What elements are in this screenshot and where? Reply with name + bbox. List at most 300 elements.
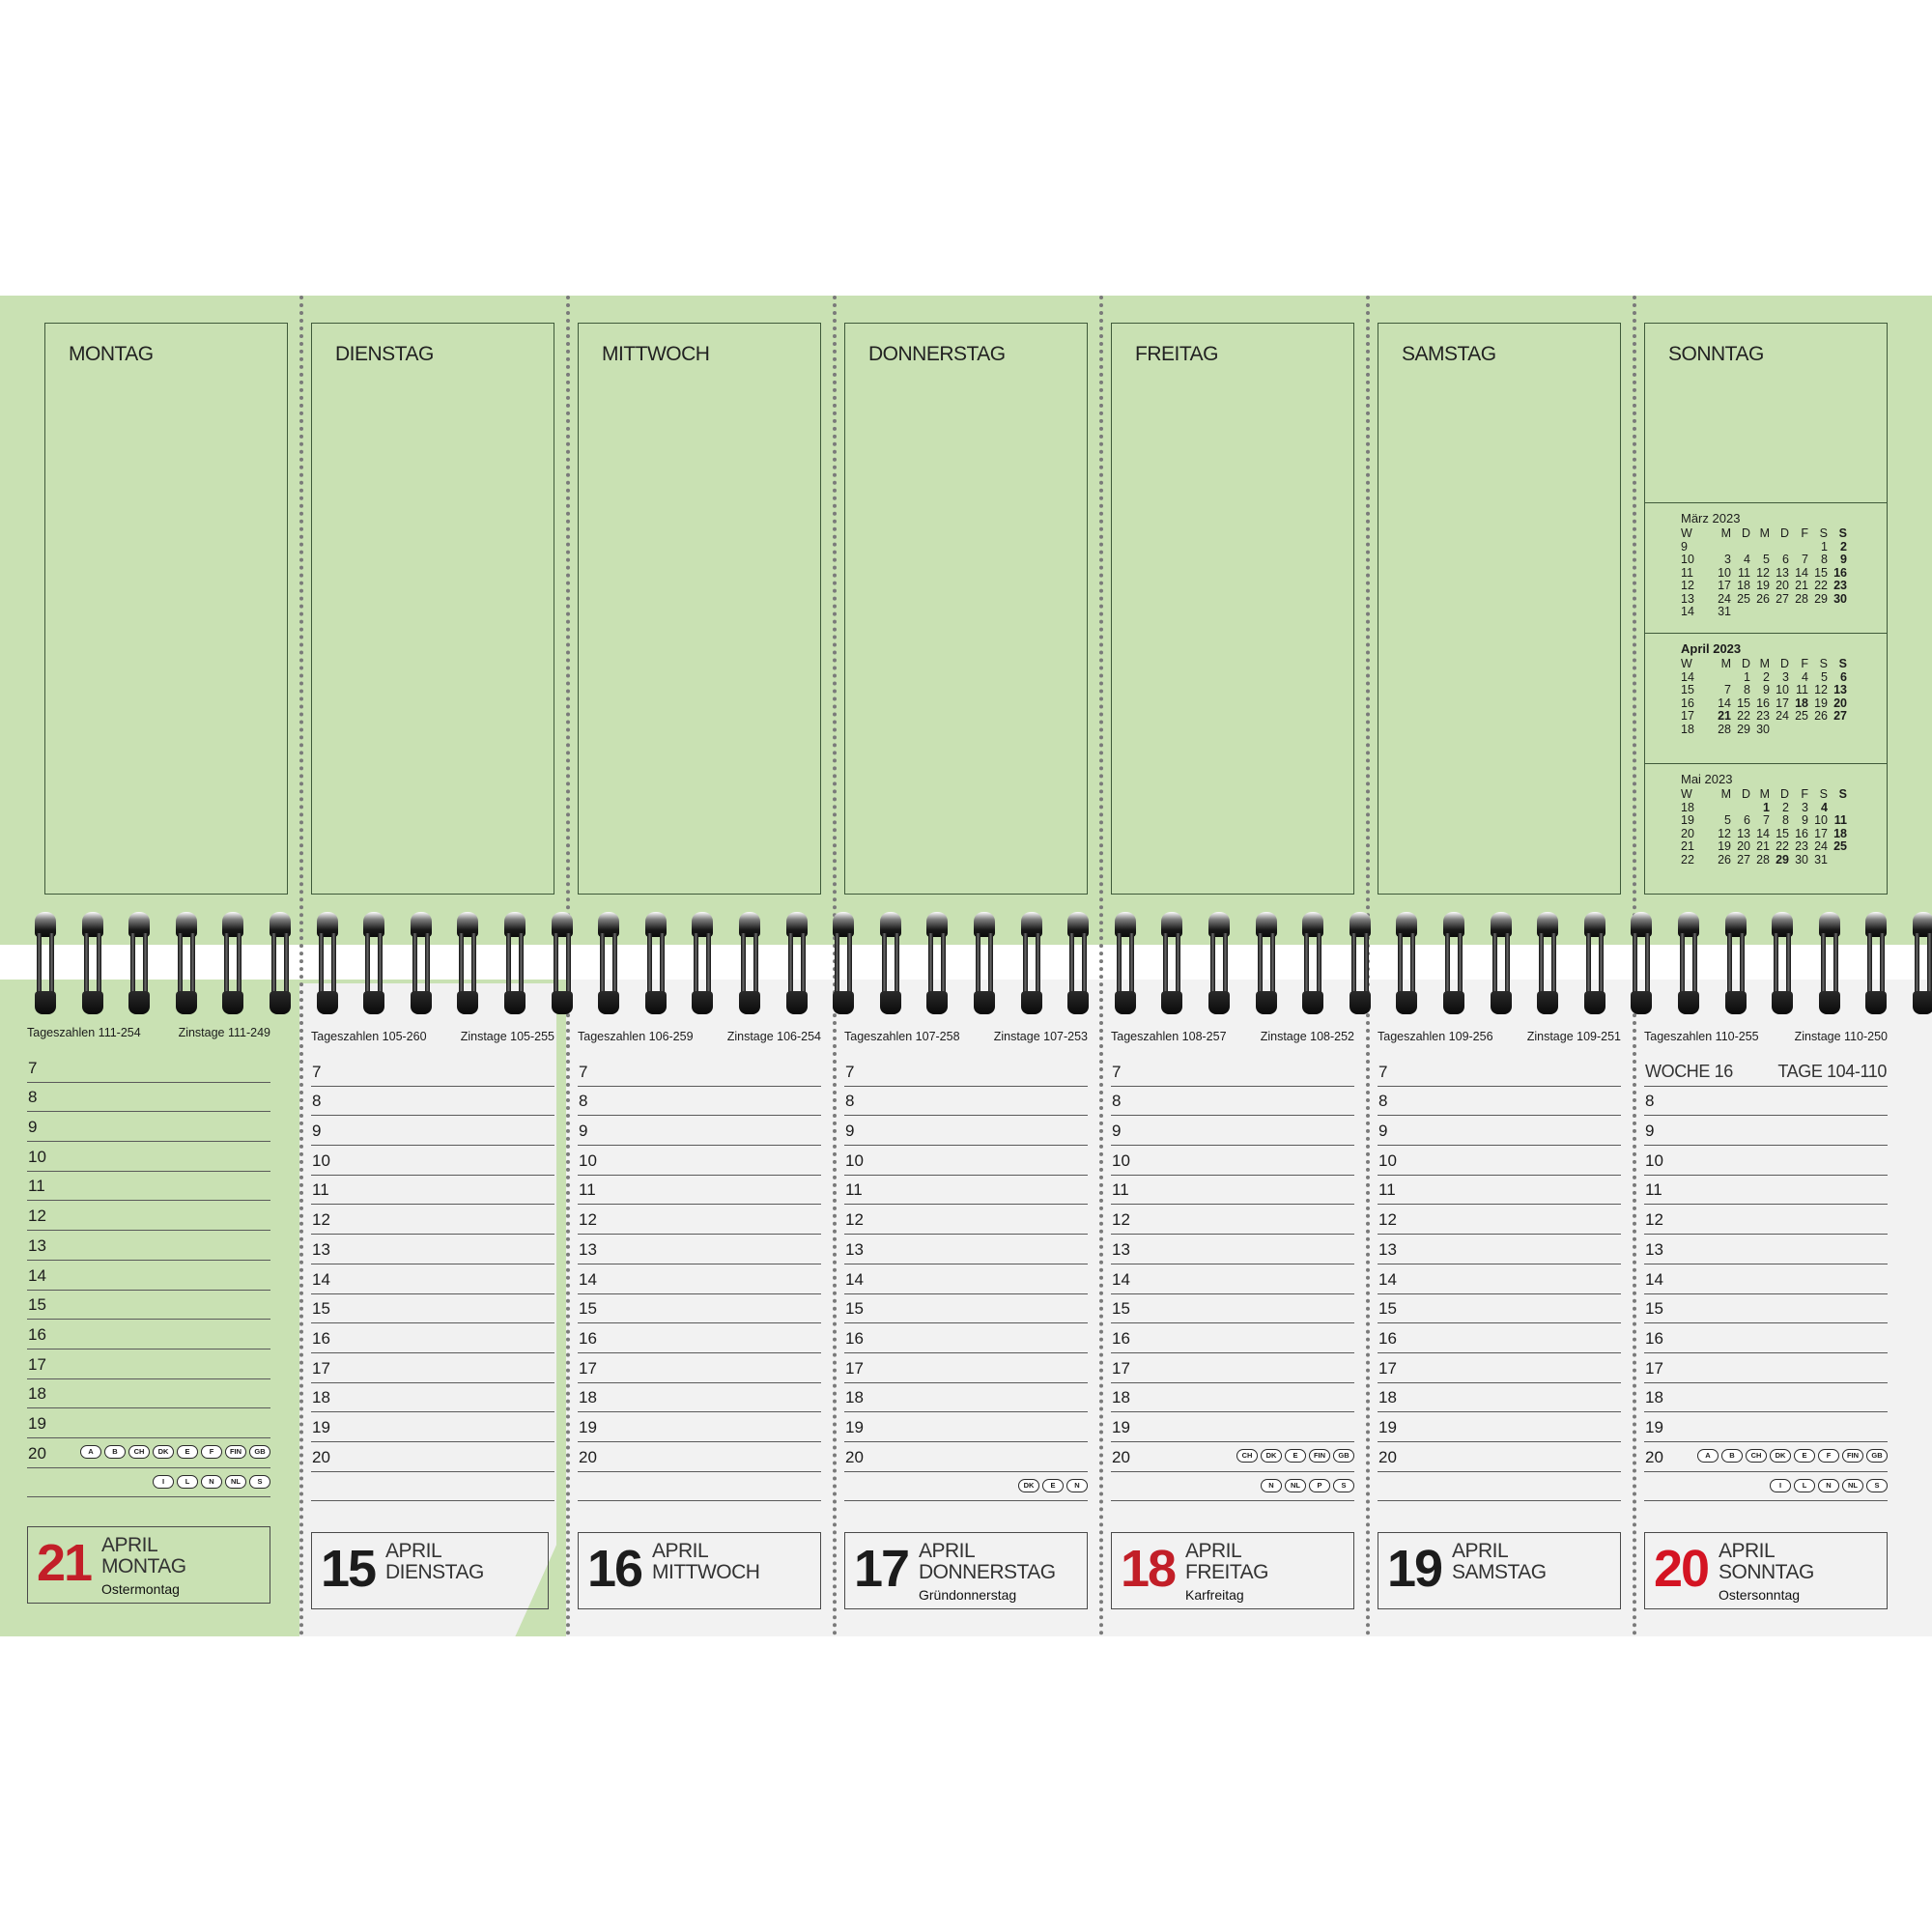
mini-calendar-grid <box>1681 527 1888 619</box>
mini-calendar-header-cell: F <box>1801 526 1808 540</box>
ring-wire <box>1505 933 1510 995</box>
mini-calendar-day: 4 <box>1821 800 1828 814</box>
hour-line[interactable] <box>844 1294 1088 1324</box>
hour-line[interactable] <box>27 1408 270 1438</box>
mini-calendar-day: 21 <box>1718 709 1731 723</box>
mini-calendar-day: 19 <box>1756 579 1770 592</box>
hour-line[interactable] <box>1644 1116 1888 1146</box>
spiral-binding-ring <box>833 912 854 1020</box>
hour-label: 10 <box>1378 1151 1397 1170</box>
mini-calendar-day: 16 <box>1795 826 1808 840</box>
mini-calendar-week-number: 18 <box>1681 800 1694 814</box>
ring-wire <box>976 933 980 995</box>
ring-wire <box>1727 933 1732 995</box>
ring-wire <box>694 933 698 995</box>
spiral-binding-ring <box>598 912 619 1020</box>
mini-calendar-header-cell: D <box>1779 787 1789 801</box>
weekday-label: MONTAG <box>69 343 154 365</box>
mini-calendar-day: 5 <box>1763 553 1770 566</box>
hour-line[interactable] <box>844 1323 1088 1353</box>
mini-calendar-day: 24 <box>1776 709 1789 723</box>
spiral-binding-ring <box>82 912 103 1020</box>
mini-calendar-day: 4 <box>1802 669 1808 684</box>
mini-calendar-day: 10 <box>1814 813 1828 827</box>
zinstage-label: Zinstage 109-251 <box>1526 1030 1621 1043</box>
hour-line[interactable] <box>844 1146 1088 1176</box>
hour-line[interactable] <box>578 1264 821 1294</box>
hour-line[interactable] <box>844 1206 1088 1236</box>
weekday-notes-box[interactable] <box>1111 323 1354 895</box>
country-code-badge: GB <box>1333 1449 1354 1463</box>
hour-line[interactable] <box>1644 1294 1888 1324</box>
hour-label: 13 <box>1112 1239 1130 1259</box>
month-name: APRIL <box>101 1534 158 1556</box>
hour-line[interactable] <box>311 1235 554 1264</box>
mini-calendar-day: 26 <box>1756 591 1770 606</box>
hour-label: 13 <box>579 1239 597 1259</box>
hour-line[interactable] <box>1111 1206 1354 1236</box>
hour-line[interactable] <box>1378 1442 1621 1472</box>
hour-line[interactable] <box>1378 1323 1621 1353</box>
date-box <box>578 1532 821 1609</box>
ring-wire <box>895 933 899 995</box>
hour-line[interactable] <box>1378 1087 1621 1117</box>
hour-line[interactable] <box>1111 1087 1354 1117</box>
mini-calendar-day: 3 <box>1782 669 1789 684</box>
ring-wire <box>788 933 793 995</box>
hour-label: 20 <box>1645 1447 1663 1466</box>
hour-line[interactable] <box>578 1146 821 1176</box>
hour-label: 18 <box>579 1388 597 1407</box>
ring-wire <box>1680 933 1685 995</box>
hour-line[interactable] <box>311 1057 554 1087</box>
ring-bottom <box>1396 991 1417 1014</box>
hour-line[interactable] <box>1378 1353 1621 1383</box>
spiral-binding-ring <box>926 912 948 1020</box>
hour-line[interactable] <box>1111 1235 1354 1264</box>
hour-line[interactable] <box>844 1442 1088 1472</box>
hour-line[interactable] <box>1378 1294 1621 1324</box>
ring-bottom <box>128 991 150 1014</box>
hour-line[interactable] <box>27 1320 270 1350</box>
hour-label: 18 <box>1112 1388 1130 1407</box>
hour-line[interactable] <box>1378 1206 1621 1236</box>
hour-line[interactable] <box>27 1350 270 1379</box>
month-name: APRIL <box>919 1540 976 1562</box>
mini-calendar-title: März 2023 <box>1681 511 1741 526</box>
hour-line[interactable] <box>1644 1383 1888 1413</box>
spiral-binding-ring <box>1021 912 1042 1020</box>
ring-wire <box>835 933 839 995</box>
hour-line[interactable] <box>1111 1116 1354 1146</box>
ring-bottom <box>1350 991 1371 1014</box>
hour-line[interactable] <box>1644 1206 1888 1236</box>
ring-wire <box>1774 933 1778 995</box>
hour-line[interactable] <box>1644 1353 1888 1383</box>
hour-line[interactable] <box>311 1206 554 1236</box>
mini-calendar-header-cell: D <box>1741 657 1750 670</box>
hour-label: 16 <box>579 1328 597 1348</box>
hour-label: 16 <box>1645 1328 1663 1348</box>
holiday-name: Ostermontag <box>101 1581 180 1597</box>
hour-label: 7 <box>1378 1062 1388 1081</box>
hour-line[interactable] <box>27 1142 270 1172</box>
spiral-binding-ring <box>1443 912 1464 1020</box>
hour-line[interactable] <box>1111 1353 1354 1383</box>
ring-bottom <box>270 991 291 1014</box>
country-code-badge: S <box>249 1475 270 1489</box>
mini-calendar-week-number: 16 <box>1681 696 1694 710</box>
zinstage-label: Zinstage 111-249 <box>178 1026 270 1039</box>
hour-label: 20 <box>845 1447 864 1466</box>
mini-calendar-day: 26 <box>1814 709 1828 723</box>
mini-calendar-day: 26 <box>1718 852 1731 867</box>
hour-label: 10 <box>1112 1151 1130 1170</box>
country-code-badge: B <box>104 1445 126 1459</box>
ring-wire <box>319 933 324 995</box>
mini-calendar-day: 12 <box>1814 683 1828 696</box>
mini-calendar-day <box>1770 724 1789 737</box>
mini-calendar-header-cell: D <box>1779 526 1789 540</box>
hour-line[interactable] <box>1644 1323 1888 1353</box>
ring-wire <box>284 933 289 995</box>
hour-line[interactable] <box>27 1172 270 1202</box>
hour-label: 14 <box>28 1265 46 1285</box>
notes-line[interactable] <box>578 1472 821 1502</box>
ring-wire <box>97 933 101 995</box>
hour-label: 7 <box>312 1062 322 1081</box>
mini-calendar-day: 17 <box>1776 696 1789 710</box>
hour-line[interactable] <box>27 1053 270 1083</box>
hour-line[interactable] <box>311 1383 554 1413</box>
day-number: 20 <box>1654 1540 1709 1598</box>
notes-line[interactable] <box>311 1472 554 1502</box>
hour-label: 15 <box>845 1299 864 1319</box>
zinstage-label: Zinstage 106-254 <box>726 1030 821 1043</box>
mini-calendar-week-number: 14 <box>1681 605 1694 618</box>
day-page-5 <box>1378 1030 1621 1598</box>
country-code-badge: P <box>1309 1479 1330 1492</box>
mini-calendar-day: 11 <box>1796 683 1808 696</box>
hour-line[interactable] <box>844 1383 1088 1413</box>
hour-line[interactable] <box>1111 1294 1354 1324</box>
day-page-4 <box>1111 1030 1354 1603</box>
spiral-binding-ring <box>692 912 713 1020</box>
mini-calendar-day: 21 <box>1795 579 1808 592</box>
hour-line[interactable] <box>578 1412 821 1442</box>
hour-line[interactable] <box>844 1264 1088 1294</box>
hour-line[interactable] <box>311 1176 554 1206</box>
day-count-row <box>844 1030 1088 1049</box>
hour-line[interactable] <box>1111 1057 1354 1087</box>
mini-calendar-week-number: 17 <box>1681 709 1694 723</box>
hour-line[interactable] <box>578 1383 821 1413</box>
ring-wire <box>1117 933 1122 995</box>
tageszahlen-label: Tageszahlen 107-258 <box>844 1030 960 1043</box>
weekday-notes-box[interactable] <box>578 323 821 895</box>
hour-line[interactable] <box>27 1379 270 1409</box>
hour-line[interactable] <box>1378 1412 1621 1442</box>
hour-line[interactable] <box>1378 1146 1621 1176</box>
hour-line[interactable] <box>578 1235 821 1264</box>
country-code-badge: NL <box>1842 1479 1863 1492</box>
spiral-binding-ring <box>317 912 338 1020</box>
weekday-notes-box[interactable] <box>311 323 554 895</box>
hour-line[interactable] <box>1111 1323 1354 1353</box>
mini-calendar-title: Mai 2023 <box>1681 772 1733 786</box>
hour-line[interactable] <box>1378 1235 1621 1264</box>
weekday-notes-box[interactable] <box>44 323 288 895</box>
ring-wire <box>1867 933 1872 995</box>
hour-label: 12 <box>28 1207 46 1226</box>
spiral-binding-ring <box>739 912 760 1020</box>
hour-line[interactable] <box>578 1442 821 1472</box>
ring-wire <box>1915 933 1919 995</box>
hour-line[interactable] <box>844 1353 1088 1383</box>
hour-line[interactable] <box>27 1202 270 1232</box>
spiral-binding-ring <box>457 912 478 1020</box>
mini-calendar-day: 22 <box>1737 709 1750 723</box>
hour-line[interactable] <box>844 1235 1088 1264</box>
ring-wire <box>660 933 665 995</box>
spiral-binding-ring <box>1491 912 1512 1020</box>
ring-wire <box>600 933 605 995</box>
mini-calendar-day: 1 <box>1821 539 1828 554</box>
ring-bottom <box>222 991 243 1014</box>
country-code-badge: A <box>1697 1449 1719 1463</box>
day-count-row <box>1644 1030 1888 1049</box>
hour-label: 11 <box>312 1180 329 1200</box>
week-number: WOCHE 16 <box>1645 1061 1733 1081</box>
ring-wire <box>1692 933 1697 995</box>
hour-line[interactable] <box>27 1083 270 1113</box>
hour-line[interactable] <box>27 1291 270 1321</box>
hour-line[interactable] <box>1644 1412 1888 1442</box>
date-box <box>1378 1532 1621 1609</box>
hour-line[interactable] <box>1378 1176 1621 1206</box>
hour-line[interactable] <box>844 1087 1088 1117</box>
mini-calendar-day: 10 <box>1718 565 1731 580</box>
hour-line[interactable] <box>311 1146 554 1176</box>
hour-line[interactable] <box>844 1412 1088 1442</box>
spiral-binding-ring <box>1819 912 1840 1020</box>
hour-label: 14 <box>312 1269 330 1289</box>
spiral-binding-ring <box>1067 912 1089 1020</box>
hour-label: 15 <box>28 1295 46 1315</box>
ring-bottom <box>317 991 338 1014</box>
weekday-name: DIENSTAG <box>385 1561 484 1583</box>
hour-line[interactable] <box>578 1206 821 1236</box>
ring-wire <box>1740 933 1745 995</box>
hour-line[interactable] <box>1378 1057 1621 1087</box>
notes-line[interactable] <box>1378 1472 1621 1502</box>
ring-wire <box>1821 933 1826 995</box>
ring-wire <box>1258 933 1263 995</box>
spiral-binding-ring <box>1725 912 1747 1020</box>
ring-wire <box>647 933 652 995</box>
hour-line[interactable] <box>1644 1264 1888 1294</box>
weekday-label: MITTWOCH <box>602 343 710 365</box>
hour-line[interactable] <box>1378 1264 1621 1294</box>
hour-line[interactable] <box>578 1057 821 1087</box>
hour-line[interactable] <box>578 1294 821 1324</box>
hour-line[interactable] <box>1111 1383 1354 1413</box>
spiral-binding-ring <box>363 912 384 1020</box>
day-page-0 <box>27 1026 270 1597</box>
hour-label: 9 <box>1112 1122 1122 1141</box>
hour-line[interactable] <box>578 1087 821 1117</box>
mini-calendar-day: 5 <box>1821 669 1828 684</box>
hour-line[interactable] <box>1644 1146 1888 1176</box>
holiday-country-codes-row1 <box>80 1445 270 1459</box>
ring-wire <box>237 933 242 995</box>
hour-label: 8 <box>1112 1092 1122 1111</box>
hour-label: 11 <box>1645 1180 1662 1200</box>
hour-label: 19 <box>28 1414 46 1434</box>
mini-calendar-day: 8 <box>1821 553 1828 566</box>
weekday-label: SAMSTAG <box>1402 343 1496 365</box>
mini-month-calendar <box>1644 502 1888 634</box>
hour-line[interactable] <box>844 1116 1088 1146</box>
mini-calendar-day: 19 <box>1718 839 1731 853</box>
hour-label: 13 <box>28 1236 46 1255</box>
country-code-badge: FIN <box>225 1445 246 1459</box>
tageszahlen-label: Tageszahlen 110-255 <box>1644 1030 1759 1043</box>
weekday-label: FREITAG <box>1135 343 1218 365</box>
ring-bottom <box>411 991 432 1014</box>
country-code-badge: A <box>80 1445 101 1459</box>
mini-calendar-day <box>1770 541 1789 554</box>
hour-line[interactable] <box>1378 1116 1621 1146</box>
hour-label: 12 <box>1112 1210 1130 1230</box>
ring-wire <box>1317 933 1321 995</box>
mini-calendar-day: 19 <box>1814 696 1828 710</box>
hour-line[interactable] <box>1111 1412 1354 1442</box>
ring-wire <box>753 933 758 995</box>
ring-wire <box>143 933 148 995</box>
ring-bottom <box>1302 991 1323 1014</box>
mini-calendar-day <box>1789 541 1808 554</box>
hour-label: 19 <box>1112 1418 1130 1437</box>
spiral-binding-ring <box>1772 912 1793 1020</box>
hour-line[interactable] <box>311 1442 554 1472</box>
hour-line[interactable] <box>578 1323 821 1353</box>
mini-calendar-day <box>1808 606 1828 619</box>
country-code-badge: NL <box>1285 1479 1306 1492</box>
hour-line[interactable] <box>1644 1235 1888 1264</box>
hour-line[interactable] <box>1378 1383 1621 1413</box>
spiral-binding-ring <box>974 912 995 1020</box>
hour-label: 20 <box>1378 1447 1397 1466</box>
spiral-binding-ring <box>504 912 526 1020</box>
ring-wire <box>1398 933 1403 995</box>
ring-bottom <box>645 991 667 1014</box>
hour-label: 17 <box>1645 1358 1663 1378</box>
ring-bottom <box>1865 991 1887 1014</box>
hour-label: 16 <box>28 1324 46 1344</box>
hour-line[interactable] <box>311 1087 554 1117</box>
spiral-binding-ring <box>1537 912 1558 1020</box>
country-code-badge: L <box>177 1475 198 1489</box>
weekday-notes-box[interactable] <box>1378 323 1621 895</box>
mini-calendar-day: 27 <box>1833 709 1847 723</box>
mini-calendar-day: 6 <box>1782 553 1789 566</box>
hour-line[interactable] <box>578 1116 821 1146</box>
mini-calendar-day <box>1828 606 1847 619</box>
spiral-binding-ring <box>128 912 150 1020</box>
hour-line[interactable] <box>578 1353 821 1383</box>
mini-calendar-day: 22 <box>1776 839 1789 853</box>
hour-line[interactable] <box>311 1323 554 1353</box>
month-name: APRIL <box>1719 1540 1776 1562</box>
mini-calendar-day: 29 <box>1814 591 1828 606</box>
mini-calendar-week-number: 19 <box>1681 813 1694 827</box>
hour-line[interactable] <box>1644 1087 1888 1117</box>
hour-line[interactable] <box>1644 1176 1888 1206</box>
ring-wire <box>459 933 464 995</box>
ring-wire <box>566 933 571 995</box>
hour-line[interactable] <box>578 1176 821 1206</box>
hour-line[interactable] <box>1111 1176 1354 1206</box>
hour-line[interactable] <box>311 1116 554 1146</box>
ring-wire <box>519 933 524 995</box>
country-code-badge: I <box>153 1475 174 1489</box>
country-code-badge: I <box>1770 1479 1791 1492</box>
hour-line[interactable] <box>311 1264 554 1294</box>
hour-line[interactable] <box>27 1112 270 1142</box>
hour-line[interactable] <box>27 1231 270 1261</box>
hour-label: 13 <box>845 1239 864 1259</box>
hour-label: 9 <box>312 1122 322 1141</box>
hour-line[interactable] <box>311 1294 554 1324</box>
ring-bottom <box>1819 991 1840 1014</box>
hour-line[interactable] <box>1111 1146 1354 1176</box>
weekday-name: SAMSTAG <box>1452 1561 1547 1583</box>
mini-calendar-day: 16 <box>1756 696 1770 710</box>
mini-calendar-day: 2 <box>1782 800 1789 814</box>
mini-calendar-day: 25 <box>1833 839 1847 853</box>
hour-label: 17 <box>312 1358 330 1378</box>
hour-line[interactable] <box>311 1412 554 1442</box>
mini-calendar-week-number: 10 <box>1681 553 1694 566</box>
hour-label: 14 <box>1112 1269 1130 1289</box>
mini-calendar-day: 8 <box>1782 813 1789 827</box>
mini-calendar-day: 20 <box>1833 696 1847 710</box>
hour-label: 15 <box>312 1299 330 1319</box>
day-number: 21 <box>37 1534 92 1592</box>
holiday-name: Gründonnerstag <box>919 1587 1017 1603</box>
hour-label: 11 <box>1378 1180 1396 1200</box>
hour-line[interactable] <box>844 1057 1088 1087</box>
hour-line[interactable] <box>844 1176 1088 1206</box>
holiday-country-codes-row2 <box>153 1475 270 1489</box>
hour-label: 12 <box>1645 1210 1663 1230</box>
zinstage-label: Zinstage 110-250 <box>1794 1030 1888 1043</box>
weekday-notes-box[interactable] <box>844 323 1088 895</box>
hour-line[interactable] <box>311 1353 554 1383</box>
day-page-1 <box>311 1030 554 1598</box>
mini-calendar-day: 7 <box>1802 553 1808 566</box>
mini-calendar-week-number: 13 <box>1681 591 1694 606</box>
country-code-badge: DK <box>1018 1479 1039 1492</box>
ring-wire <box>801 933 806 995</box>
hour-label: 18 <box>312 1388 330 1407</box>
zinstage-label: Zinstage 105-255 <box>460 1030 554 1043</box>
date-box <box>1644 1532 1888 1609</box>
hour-line[interactable] <box>1111 1264 1354 1294</box>
hour-label: 17 <box>1378 1358 1397 1378</box>
hour-line[interactable] <box>27 1261 270 1291</box>
